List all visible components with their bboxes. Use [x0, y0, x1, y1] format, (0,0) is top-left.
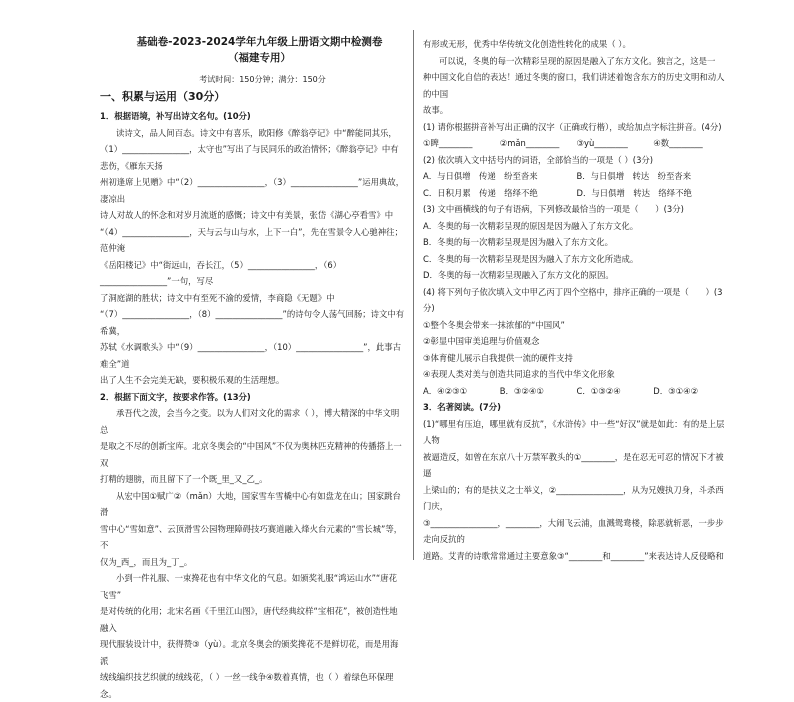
q2-line: 现代服装设计中，获得赞③（yù）。北京冬奥会的颁奖搀花不是鲜切花，而是用海派 — [100, 639, 399, 666]
q2-line: 是取之不尽的创新宝库。北京冬奥会的“中国风”不仅为奥林匹克精神的传播搭上一双 — [100, 441, 402, 468]
q1-line: 读诗文，品人间百态。诗文中有喜乐，欧阳修《醉翁亭记》中“醉能同其乐， — [116, 127, 397, 138]
q2-line: 是对传统的化用；北宋名画《千里江山图》，唐代经典纹样“宝相花”，被创造性地融入 — [100, 606, 398, 633]
column-divider — [413, 30, 414, 560]
continuation-line: 有形或无形，优秀中华传统文化创造性转化的成果（ ）。 — [423, 39, 631, 49]
q1-line: 了洞庭湖的胜状；诗文中有至死不渝的爱情，李商隐《无题》中 — [100, 292, 335, 303]
option-a[interactable]: A．④②③① — [423, 385, 468, 396]
sentence-item: ③体育健儿展示自我提供一流的硬件支持 — [423, 352, 573, 363]
sq2-option-row — [423, 168, 730, 185]
option-a[interactable]: A．与日俱增 传递 纷至沓来 — [423, 171, 538, 181]
sq2-option-row — [423, 185, 730, 202]
q1-line: 苏轼《水调歌头》中“（9）________________，（10）________________”，此事古难全”道 — [100, 342, 402, 369]
question-2-heading: 2．根据下面文字，按要求作答。(13分) — [100, 391, 251, 402]
q3-line: 道路。艾青的诗歌常常通过主要意象③“________和________”来表达诗人反侵略和 — [423, 550, 724, 561]
option-b[interactable]: B．冬奥的每一次精彩呈现是因为融入了东方文化。 — [423, 237, 613, 247]
blank-2[interactable]: ②mǎn________ — [499, 138, 560, 148]
q2-line: 仅为_西_，而且为_丁_。 — [100, 556, 193, 567]
q1-line: 《岳阳楼记》中“街远山，吞长江，（5）________________，（6）________________”一句，写尽 — [100, 259, 342, 286]
q2-line: 承吾代之泼，会当今之变。以为人们对文化的需求（ ），博大精深的中华文明总 — [100, 408, 400, 435]
exam-subtitle: （福建专用） — [228, 52, 291, 64]
sentence-item: ②彰显中国审美追理与价值观念 — [423, 336, 540, 346]
exam-meta: 考试时间：150分钟；满分：150分 — [199, 75, 326, 84]
q3-line: ③________________，________，大闹飞云浦，血溅鸳鸯楼，除恶就斩恶，一步步走向反抗的 — [423, 517, 724, 544]
sq4-option-row — [423, 383, 730, 400]
option-b[interactable]: B．与日俱增 转达 纷至沓来 — [576, 171, 692, 181]
q2-line: 雪中心“雪如意”、云顶滑雪公园物理障碍技巧赛道融入烽火台元素的“雪长城”等，不 — [100, 523, 403, 550]
blank-1[interactable]: ①睥________ — [423, 138, 473, 148]
q2-line: 绒线编织技艺织就的绒线花，（ ）一丝一线争④数着真情，也（ ）着绿色环保理念。 — [100, 672, 394, 699]
q2-line: 小到一件礼服、一束搀花也有中华文化的气息。如颁奖礼服“鸿运山水”“唐花飞雪” — [100, 573, 398, 600]
q3-line: 被逼造反，如曾在东京八十万禁军教头的①________，是在忍无可忍的情况下才被逼 — [423, 451, 724, 478]
option-d[interactable]: D．与日俱增 转达 络绎不绝 — [576, 187, 692, 198]
option-a[interactable]: A．冬奥的每一次精彩呈现的原因是因为融入了东方文化。 — [423, 220, 639, 231]
left-column — [100, 34, 405, 702]
q3-line: (1)“哪里有压迫，哪里就有反抗”，《水浒传》中一些“好汉”就是如此：有的是上层人物 — [423, 418, 725, 445]
blank-4[interactable]: ④数________ — [653, 138, 703, 148]
q2-line: 打精的翅膀，而且留下了一个既_里_又_乙_。 — [100, 474, 268, 484]
option-d[interactable]: D．冬奥的每一次精彩呈现融入了东方文化的原因。 — [423, 270, 614, 280]
para-line: 故事。 — [423, 105, 449, 115]
question-1-heading: 1．根据语境，补写出诗文名句。(10分) — [100, 111, 251, 121]
exam-title: 基础卷-2023-2024学年九年级上册语文期中检测卷 — [136, 36, 383, 48]
option-c[interactable]: C．日积月累 传递 络绎不绝 — [423, 187, 538, 198]
option-b[interactable]: B．③②④① — [499, 385, 544, 396]
sentence-item: ④表现人类对美与创造共同追求的当代中华文化形象 — [423, 369, 615, 379]
q1-line: 州初逢席上见赠》中“（2）________________，（3）________________”运用典故，凄凉出 — [100, 177, 405, 204]
para-line: 种中国文化自信的表达！通过冬奥的窗口，我们讲述着饱含东方的历史文明和动人的中国 — [423, 72, 725, 99]
option-c[interactable]: C．①③②④ — [576, 385, 621, 396]
q1-line: “（7）________________，（8）________________”的诗句令人荡气回肠；诗文中有希冀， — [100, 309, 405, 336]
q1-line: 出了人生不会完美无缺，要积极乐观的生活理想。 — [100, 375, 285, 385]
para-line: 可以说，冬奥的每一次精彩呈现的原因是融入了东方文化。独言之，这是一 — [439, 55, 716, 66]
sq1-blanks — [423, 135, 730, 152]
sentence-item: ①整个冬奥会带来一抹浓郁的“中国风” — [423, 319, 565, 330]
blank-3[interactable]: ③yù________ — [576, 138, 628, 148]
subquestion-3: (3) 文中画横线的句子有语病，下列修改最恰当的一项是（ ）(3分) — [423, 204, 684, 214]
q1-line: 诗人对故人的怀念和对岁月流逝的感慨；诗文中有美景，张岱《湖心亭看雪》中 — [100, 210, 394, 220]
section-heading: 一、积累与运用（30分） — [100, 90, 226, 103]
q3-line: 上梁山的；有的是扶义之士举义，②________________，从为兄嫂执刀身，斗杀西门庆， — [423, 484, 724, 511]
subquestion-2: (2) 依次填入文中括号内的词语，全部恰当的一项是（ ）(3分) — [423, 154, 654, 165]
option-c[interactable]: C．冬奥的每一次精彩呈现是因为融入了东方文化所造成。 — [423, 253, 639, 264]
q1-line: （1）________________，太守也”写出了与民同乐的政治情怀；《醉翁亭记》中有悲伤，《雁东天扬 — [100, 144, 399, 171]
question-3-heading: 3．名著阅读。(7分) — [423, 402, 501, 412]
q1-line: “（4）________________，天与云与山与水，上下一白”，先在雪景令人心驰神往；范仲淹 — [100, 226, 403, 253]
subquestion-1: (1) 请你根据拼音补写出正确的汉字（正确或行楷），或给加点字标注拼音。(4分) — [423, 121, 722, 132]
right-column — [423, 36, 730, 564]
option-d[interactable]: D．③①④② — [653, 385, 699, 396]
subquestion-4: (4) 将下列句子依次填入文中甲乙丙丁四个空格中，排序正确的一项是（ ）(3分) — [423, 286, 723, 313]
q2-line: 从宏中国①赋广②（mǎn）大地，国家雪车雪橇中心有如盘龙在山；国家跳台滑 — [100, 490, 401, 517]
